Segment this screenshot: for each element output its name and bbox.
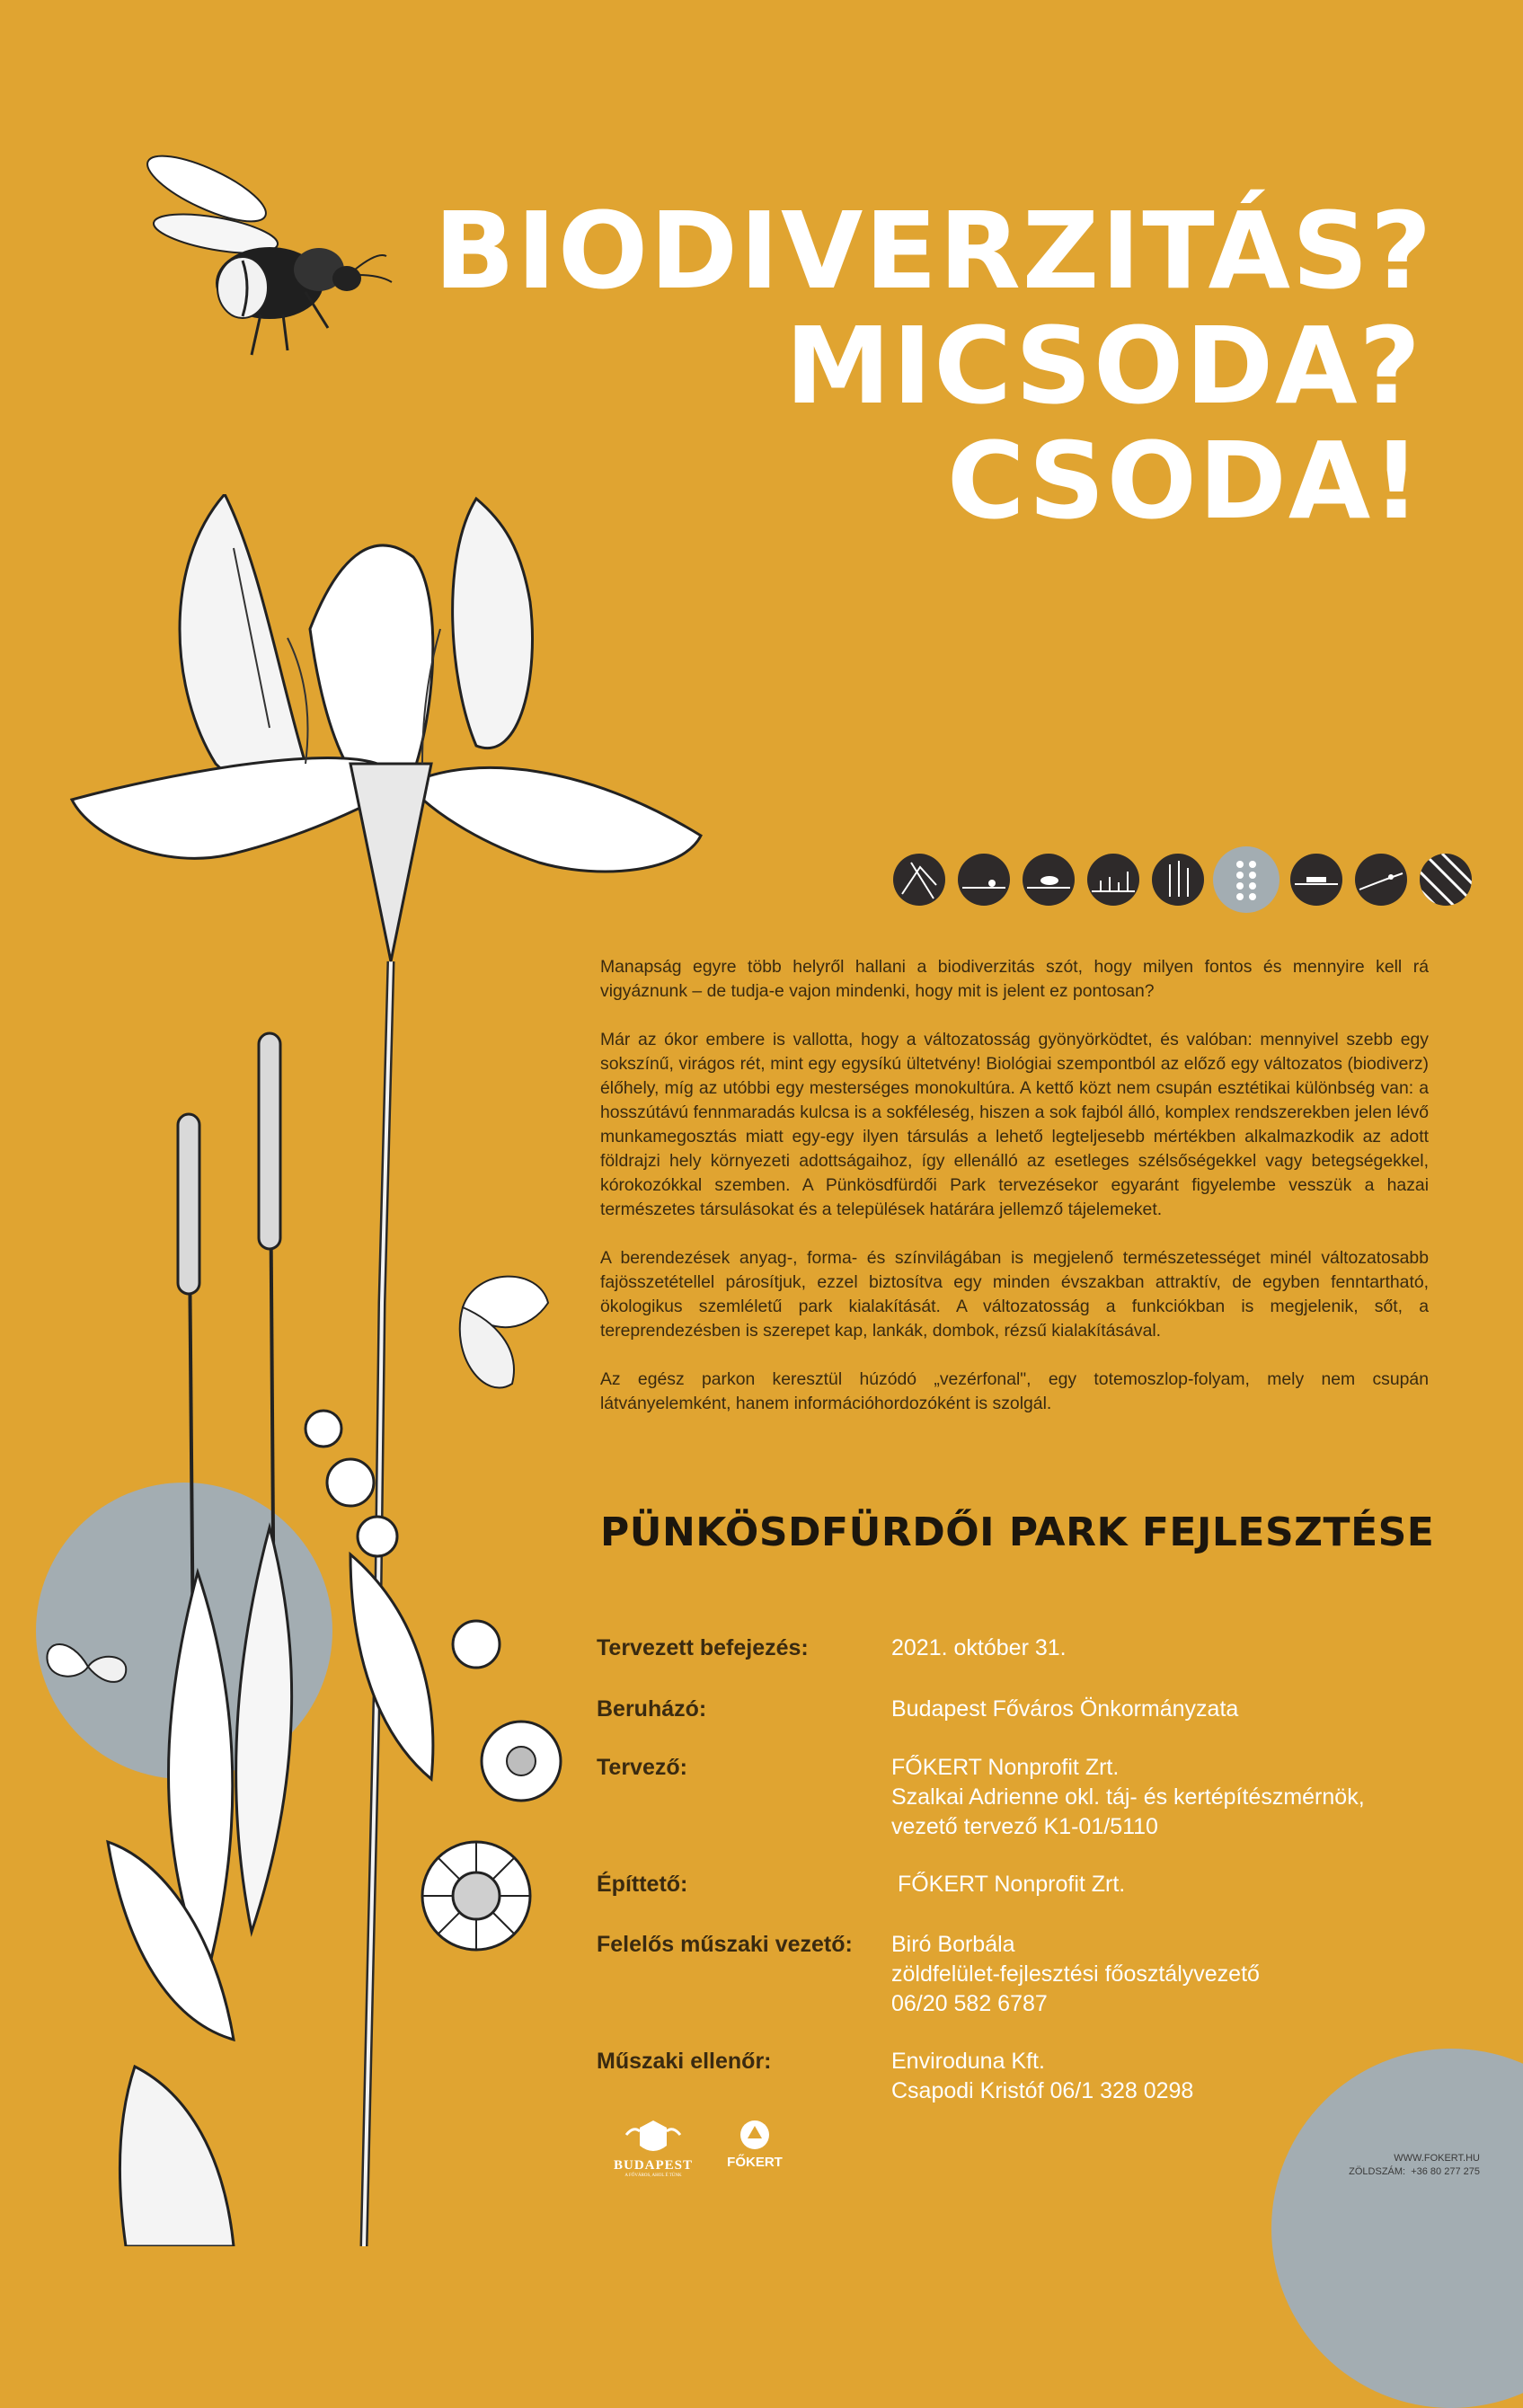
description-text [600,955,1429,1440]
dots-icon [1213,846,1279,913]
info-value [891,2047,1484,2106]
info-value-line: Budapest Főváros Önkormányzata [891,1696,1239,1722]
info-value [891,1633,1484,1663]
project-title: PÜNKÖSDFÜRDŐI PARK FEJLESZTÉSE [600,1509,1435,1555]
info-label: Beruházó: [597,1696,707,1722]
budapest-logo-text: BUDAPEST [613,2158,694,2173]
poster-title [434,189,1434,543]
info-value-line: 2021. október 31. [891,1635,1067,1660]
info-label: Tervezett befejezés: [597,1635,809,1660]
info-value-line: FŐKERT Nonprofit Zrt. [891,1872,1126,1897]
info-label: Felelős műszaki vezető: [597,1932,853,1957]
budapest-logo [604,2119,703,2191]
info-value-line: Szalkai Adrienne okl. táj- és kertépítészmérnök, [891,1784,1365,1810]
stripes-icon [1420,854,1472,906]
paragraph-4: Az egész parkon keresztül húzódó „vezérfonal", egy totemoszlop-folyam, mely nem csupán látványelemként, hanem információhordozóként is szolgál. [600,1369,1429,1413]
info-value-line: Enviroduna Kft. [891,2049,1045,2074]
icon-row [890,828,1429,900]
bench-icon [1290,854,1342,906]
paragraph-1: Manapság egyre több helyről hallani a biodiverzitás szót, hogy milyen fontos és mennyire kell rá vigyáznunk – de tudja-e vajon mindenki, hogy mit is jelent ez pontosan? [600,957,1429,1001]
paragraph-3: A berendezések anyag-, forma- és színvilágában is megjelenő természetességet minél változatosabb fajösszetétellel párosítjuk, ezzel biztosítva egy minden évszakban attraktív, de egyben fenntartható, ökologikus szemléletű park kialakítását. A változatosság a funkciókban is megjelenik, sőt, a tereprendezésben is szerepet kap, lankák, dombok, rézsű kialakításával. [600,1248,1429,1341]
info-value [891,1930,1484,2019]
info-label: Építtető: [597,1872,688,1897]
website-text: WWW.FOKERT.HU [1394,2153,1480,2164]
info-value [891,1753,1484,1842]
stalk-icon [1152,854,1204,906]
hill-icon [958,854,1010,906]
path-icon [1355,854,1407,906]
fokert-logo-text: FŐKERT [727,2155,783,2170]
budapest-logo-subtext: A FŐVÁROS, AHOL É TÜNK [624,2173,682,2178]
info-value-line: zöldfelület-fejlesztési főosztályvezető [891,1961,1260,1987]
phone-text: ZÖLDSZÁM: +36 80 277 275 [1349,2166,1480,2177]
budapest-crest-icon [604,2119,703,2158]
fokert-logo [719,2119,791,2191]
info-value-line: FŐKERT Nonprofit Zrt. [891,1755,1120,1780]
info-value-line: Biró Borbála [891,1932,1015,1957]
title-line-2: MICSODA? [784,304,1422,428]
butterfly-illustration [43,1635,133,1698]
info-label: Tervező: [597,1755,687,1780]
info-value-line: Csapodi Kristóf 06/1 328 0298 [891,2078,1194,2103]
grass-icon [1087,854,1139,906]
info-value-line: 06/20 582 6787 [891,1991,1048,2016]
info-value [891,1870,1484,1899]
info-label: Műszaki ellenőr: [597,2049,772,2074]
info-value-line: vezető tervező K1-01/5110 [891,1814,1158,1839]
title-line-1: BIODIVERZITÁS? [434,189,1434,313]
fokert-leaf-icon [739,2119,771,2151]
bee-illustration [135,135,395,368]
info-value [891,1695,1484,1724]
route-icon [893,854,945,906]
footer-contact [1349,2152,1480,2179]
title-line-3: CSODA! [946,419,1422,543]
pond-icon [1023,854,1075,906]
paragraph-2: Már az ókor embere is vallotta, hogy a változatosság gyönyörködtet, és valóban: mennyivel szebb egy sokszínű, virágos rét, mint egy egysíkú ültetvény! Biológiai szempontból az előző egy változatos (biodiverz) élőhely, míg az utóbbi egy mesterséges monokultúra. A kettő közt nem csupán esztétikai különbség van: a hosszútávú fennmaradás kulcsa is a sokféleség, hiszen a sok fajból álló, komplex rendszerekben jelen lévő munkamegosztás miatt egy-egy ilyen társulás a lehető legteljesebb mértékben alkalmazkodik az adott földrajzi hely környezeti adottságaihoz, így ellenálló az esetleges szélsőségekkel vagy betegségekkel, kórokozókkal szemben. A Pünkösdfürdői Park tervezésekor egyaránt figyelembe vesszük a hazai természetes társulásokat és a települések határára jellemző tájelemeket. [600,1030,1429,1219]
